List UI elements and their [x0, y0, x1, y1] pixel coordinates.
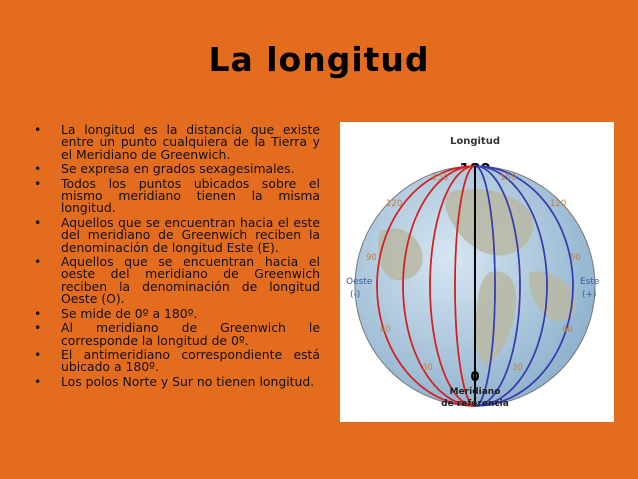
- bullet-item: • La longitud es la distancia que existe entre un punto cualquiera de la Tierra y el Meridiano de Greenwich.: [34, 124, 320, 161]
- west-sign: (-): [350, 290, 361, 300]
- degree-label: 120: [550, 199, 567, 209]
- bullet-list: [34, 124, 320, 390]
- bullet-item: • Al meridiano de Greenwich le corresponde la longitud de 0º.: [34, 322, 320, 347]
- west-label: Oeste: [346, 277, 373, 287]
- globe-diagram: [340, 122, 614, 422]
- degree-label: 150: [432, 173, 449, 183]
- bullet-item: • Aquellos que se encuentran hacia el oeste del meridiano de Greenwich reciben la denominación de longitud Oeste (O).: [34, 256, 320, 306]
- degree-label: 60: [562, 325, 573, 335]
- slide-title: La longitud: [208, 40, 430, 79]
- degree-label: 60: [380, 325, 391, 335]
- longitude-globe-figure: [340, 122, 614, 422]
- reference-caption-line1: Meridiano: [449, 387, 501, 397]
- degree-label: 150: [500, 173, 517, 183]
- bullet-item: • El antimeridiano correspondiente está ubicado a 180º.: [34, 349, 320, 374]
- degree-label: 90: [366, 253, 377, 263]
- degree-label: 30: [422, 363, 433, 373]
- reference-caption-line2: de referencia: [441, 399, 509, 409]
- east-overlay: [475, 162, 600, 412]
- bullet-item: • Se expresa en grados sexagesimales.: [34, 163, 320, 175]
- bullet-item: • Los polos Norte y Sur no tienen longitud.: [34, 376, 320, 388]
- figure-heading: Longitud: [449, 136, 501, 147]
- bottom-value-label: 0: [470, 370, 480, 385]
- degree-label: 90: [570, 253, 581, 263]
- bullet-item: • Aquellos que se encuentran hacia el este del meridiano de Greenwich reciben la denominación de longitud Este (E).: [34, 217, 320, 254]
- degree-label: 30: [512, 363, 523, 373]
- degree-label: 120: [386, 199, 403, 209]
- east-label: Este: [580, 277, 600, 287]
- bullet-item: • Todos los puntos ubicados sobre el mismo meridiano tienen la misma longitud.: [34, 178, 320, 215]
- east-sign: (+): [582, 290, 597, 300]
- bullet-item: • Se mide de 0º a 180º.: [34, 308, 320, 320]
